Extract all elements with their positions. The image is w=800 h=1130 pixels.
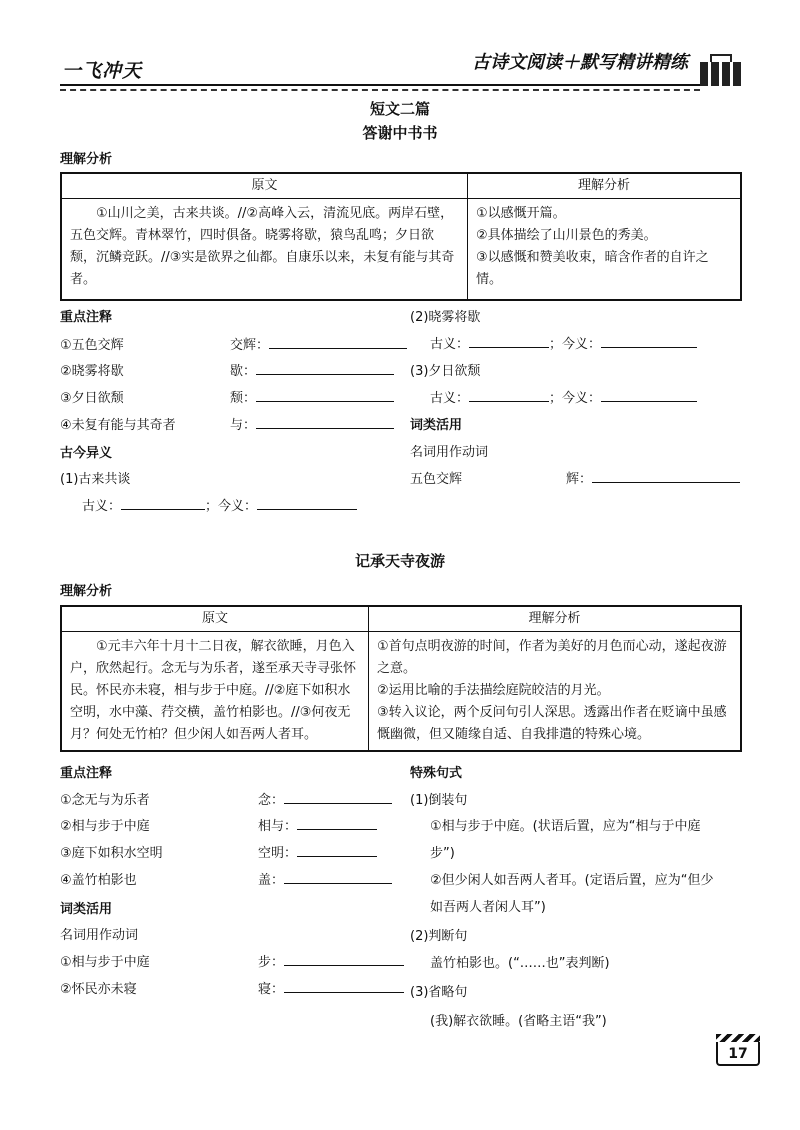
answer-blank[interactable]: [284, 951, 404, 966]
answer-blank[interactable]: [469, 333, 549, 348]
cilei-type: 名词用作动词: [60, 928, 139, 943]
col-header-original: 原文: [61, 606, 369, 632]
analysis-item: ①首句点明夜游的时间，作者为美好的月色而心动，遂起夜游之意。: [377, 639, 727, 676]
answer-blank[interactable]: [297, 842, 377, 857]
text-title: 答谢中书书: [362, 124, 438, 142]
answer-blank[interactable]: [257, 495, 357, 510]
gujin-phrase: (1)古来共谈: [60, 472, 131, 487]
special-line: 如吾两人者闲人耳”): [430, 900, 546, 915]
brand-logo: 一飞冲天: [62, 60, 143, 82]
notes-label: 重点注释: [60, 766, 113, 781]
answer-blank[interactable]: [284, 869, 392, 884]
note-row: [60, 414, 176, 433]
cilei-answer: [566, 468, 740, 487]
analysis-item: ③转入议论，两个反问句引人深思。透露出作者在贬谪中虽感慨幽微，但又随缘自适、自我排遣的特殊心境。: [377, 705, 727, 742]
answer-blank[interactable]: [121, 495, 205, 510]
note-key: 相与：: [258, 819, 298, 834]
note-phrase: ④盖竹柏影也: [60, 873, 137, 888]
jin-label: ；今义：: [549, 337, 602, 352]
book-title: 古诗文阅读＋默写精讲精练: [472, 52, 688, 73]
note-key: 盖：: [258, 873, 285, 888]
gujin-phrase: (2)晓雾将歇: [410, 310, 481, 325]
special-line: (1)倒装句: [410, 793, 468, 808]
cilei-phrase: ②怀民亦未寝: [60, 982, 137, 997]
answer-blank[interactable]: [601, 387, 697, 402]
col-header-original: 原文: [61, 173, 468, 199]
analysis-table: [60, 172, 742, 301]
analysis-table: [60, 605, 742, 752]
gu-label: 古义：: [430, 337, 470, 352]
gujin-phrase: (3)夕日欲颓: [410, 364, 481, 379]
cilei-key: 步：: [258, 955, 285, 970]
gu-label: 古义：: [430, 391, 470, 406]
note-key: 颓：: [230, 391, 257, 406]
gujin-label: 古今异义: [60, 446, 113, 461]
header-dashed-rule: [60, 89, 700, 91]
note-row: [60, 360, 124, 379]
note-answer: [258, 869, 392, 888]
cilei-key: 寝：: [258, 982, 285, 997]
note-phrase: ③庭下如积水空明: [60, 846, 163, 861]
gujin-answer: [430, 333, 697, 352]
special-line: (2)判断句: [410, 929, 468, 944]
original-text: ①元丰六年十月十二日夜，解衣欲睡，月色入户，欣然起行。念无与为乐者，遂至承天寺寻张怀民。怀民亦未寝，相与步于中庭。//②庭下如积水空明，水中藻、荇交横，盖竹柏影也。//③何夜无月？何处无竹柏？但少闲人如吾两人者耳。: [61, 632, 369, 752]
cilei-answer: [258, 978, 404, 997]
answer-blank[interactable]: [469, 387, 549, 402]
special-line: 步”): [430, 846, 455, 861]
cilei-type: 名词用作动词: [410, 445, 489, 460]
note-answer: [258, 842, 377, 861]
notes-label: 重点注释: [60, 310, 113, 325]
cilei-answer: [258, 951, 404, 970]
note-key: 歇：: [230, 364, 257, 379]
note-phrase: ④未复有能与其奇者: [60, 418, 176, 433]
header-checker-deco: [700, 62, 744, 86]
analysis-label: 理解分析: [60, 584, 113, 599]
note-phrase: ②晓雾将歇: [60, 364, 124, 379]
special-line: ①相与步于中庭。(状语后置，应为“相与于中庭: [430, 819, 701, 834]
jin-label: ；今义：: [205, 499, 258, 514]
original-text: ①山川之美，古来共谈。//②高峰入云，清流见底。两岸石壁，五色交辉。青林翠竹，四时俱备。晓雾将歇，猿鸟乱鸣；夕日欲颓，沉鳞竞跃。//③实是欲界之仙都。自康乐以来，未复有能与其奇者。: [61, 199, 468, 301]
answer-blank[interactable]: [297, 815, 377, 830]
note-answer: [230, 414, 394, 433]
note-phrase: ②相与步于中庭: [60, 819, 150, 834]
cilei-phrase: 五色交辉: [410, 472, 463, 487]
answer-blank[interactable]: [256, 360, 394, 375]
answer-blank[interactable]: [592, 468, 740, 483]
analysis-label: 理解分析: [60, 152, 113, 167]
col-header-analysis: 理解分析: [468, 173, 742, 199]
note-answer: [230, 387, 394, 406]
note-row: [60, 387, 124, 406]
special-line: (3)省略句: [410, 985, 468, 1000]
answer-blank[interactable]: [269, 334, 407, 349]
col-header-analysis: 理解分析: [369, 606, 742, 632]
cilei-label: 词类活用: [60, 902, 113, 917]
answer-blank[interactable]: [284, 978, 404, 993]
note-phrase: ①念无与为乐者: [60, 793, 150, 808]
note-answer: [258, 789, 392, 808]
special-line: (我)解衣欲睡。(省略主语“我”): [430, 1014, 607, 1029]
note-key: 与：: [230, 418, 257, 433]
answer-blank[interactable]: [256, 414, 394, 429]
jin-label: ；今义：: [549, 391, 602, 406]
note-phrase: ①五色交辉: [60, 338, 124, 353]
answer-blank[interactable]: [601, 333, 697, 348]
cilei-phrase: ①相与步于中庭: [60, 955, 150, 970]
note-phrase: ③夕日欲颓: [60, 391, 124, 406]
answer-blank[interactable]: [256, 387, 394, 402]
header-rule: [60, 84, 700, 86]
note-key: 空明：: [258, 846, 298, 861]
text-title: 记承天寺夜游: [354, 552, 445, 570]
answer-blank[interactable]: [284, 789, 392, 804]
cilei-key: 辉：: [566, 472, 593, 487]
gujin-answer: [430, 387, 697, 406]
note-key: 念：: [258, 793, 285, 808]
note-answer: [258, 815, 377, 834]
analysis-item: ②具体描绘了山川景色的秀美。: [476, 228, 657, 243]
analysis-item: ②运用比喻的手法描绘庭院皎洁的月光。: [377, 683, 610, 698]
note-answer: [230, 360, 394, 379]
special-line: 盖竹柏影也。(“……也”表判断): [430, 956, 610, 971]
gujin-answer: [82, 495, 357, 514]
analysis-item: ①以感慨开篇。: [476, 206, 566, 221]
gu-label: 古义：: [82, 499, 122, 514]
page-number: 17: [728, 1046, 748, 1062]
cilei-label: 词类活用: [410, 418, 463, 433]
special-label: 特殊句式: [410, 766, 463, 781]
note-key: 交辉：: [230, 338, 270, 353]
note-row: [60, 334, 124, 353]
special-line: ②但少闲人如吾两人者耳。(定语后置，应为“但少: [430, 873, 714, 888]
section-heading: 短文二篇: [369, 100, 430, 118]
page-number-deco: [716, 1034, 760, 1042]
analysis-item: ③以感慨和赞美收束，暗含作者的自许之情。: [476, 250, 709, 287]
note-answer: [230, 334, 407, 353]
